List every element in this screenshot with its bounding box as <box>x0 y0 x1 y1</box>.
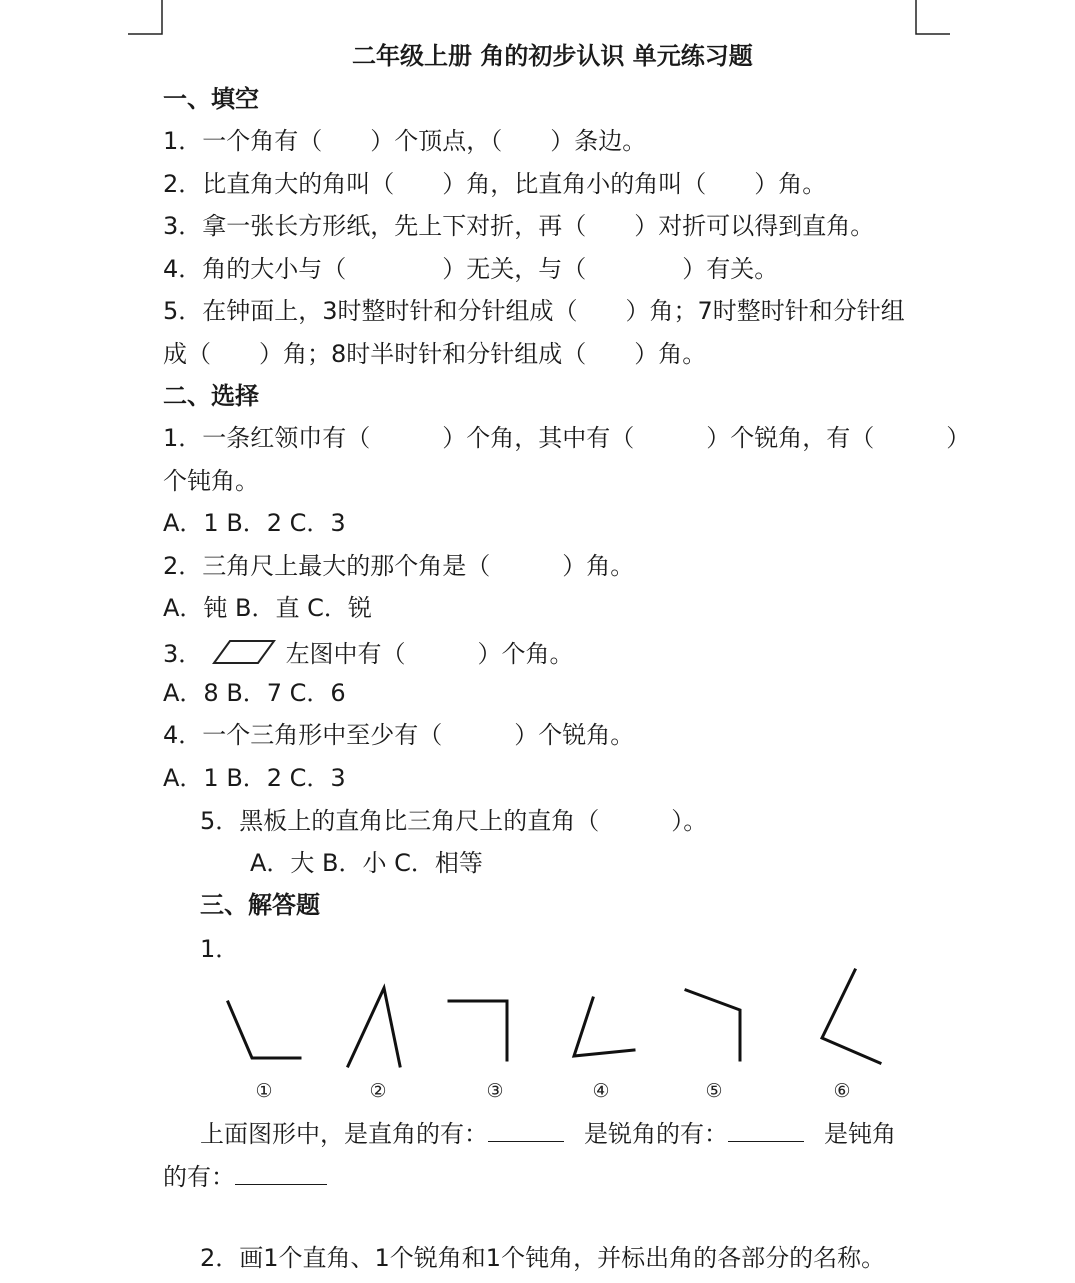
acute-angle-blank[interactable] <box>728 1117 804 1142</box>
choice-q2-options: A．钝 B．直 C．锐 <box>163 594 372 622</box>
obtuse-angle-prompt-cont: 的有： <box>163 1163 235 1191</box>
angle-figure-3 <box>449 1001 507 1060</box>
choice-q1-line1: 1．一条红领巾有（ ）个角，其中有（ ）个锐角，有（ ） <box>163 424 971 452</box>
section1-heading: 一、填空 <box>163 85 259 113</box>
fill-q1: 1．一个角有（ ）个顶点，（ ）条边。 <box>163 127 647 155</box>
angle-figure-1 <box>228 1002 300 1058</box>
angle-figure-2 <box>348 988 400 1066</box>
section3-heading: 三、解答题 <box>200 891 320 919</box>
parallelogram-figure <box>210 638 276 666</box>
right-angle-prompt: 上面图形中，是直角的有： <box>200 1120 488 1148</box>
angle-label-1: ① <box>255 1080 273 1102</box>
choice-q4-options: A．1 B．2 C．3 <box>163 764 346 792</box>
page-title: 二年级上册 角的初步认识 单元练习题 <box>352 42 753 70</box>
choice-q3-prefix: 3． <box>163 640 203 668</box>
fill-q3: 3．拿一张长方形纸，先上下对折，再（ ）对折可以得到直角。 <box>163 212 875 240</box>
answer-q1-line1 <box>200 1117 896 1149</box>
angle-figure-6 <box>822 970 880 1063</box>
obtuse-angle-prompt: 是钝角 <box>824 1120 896 1148</box>
fill-q5-line2: 成（ ）角；8时半时针和分针组成（ ）角。 <box>163 340 707 368</box>
right-angle-blank[interactable] <box>488 1117 564 1142</box>
choice-q4: 4．一个三角形中至少有（ ）个锐角。 <box>163 721 635 749</box>
fill-q4: 4．角的大小与（ ）无关，与（ ）有关。 <box>163 255 779 283</box>
angle-label-6: ⑥ <box>833 1080 851 1102</box>
obtuse-angle-blank[interactable] <box>235 1160 327 1185</box>
corner-mark-right <box>914 0 954 40</box>
angle-figures <box>200 960 900 1110</box>
fill-q2: 2．比直角大的角叫（ ）角，比直角小的角叫（ ）角。 <box>163 170 827 198</box>
angle-figure-4 <box>574 998 634 1056</box>
answer-q1-number: 1． <box>200 935 240 963</box>
angle-label-2: ② <box>369 1080 387 1102</box>
angle-figure-5 <box>686 990 740 1060</box>
acute-angle-prompt: 是锐角的有： <box>584 1120 728 1148</box>
choice-q3-options: A．8 B．7 C．6 <box>163 679 346 707</box>
answer-q1-line2 <box>163 1160 327 1192</box>
choice-q1-options: A．1 B．2 C．3 <box>163 509 346 537</box>
choice-q5: 5．黑板上的直角比三角尺上的直角（ ）。 <box>200 807 708 835</box>
angle-label-3: ③ <box>486 1080 504 1102</box>
choice-q1-line2: 个钝角。 <box>163 467 259 495</box>
answer-q2: 2．画1个直角、1个锐角和1个钝角，并标出角的各部分的名称。 <box>200 1244 886 1272</box>
angle-label-5: ⑤ <box>705 1080 723 1102</box>
choice-q2: 2．三角尺上最大的那个角是（ ）角。 <box>163 552 635 580</box>
angle-label-4: ④ <box>592 1080 610 1102</box>
choice-q5-options: A．大 B．小 C．相等 <box>250 849 483 877</box>
corner-mark-left <box>128 0 168 40</box>
choice-q3 <box>163 638 574 669</box>
fill-q5-line1: 5．在钟面上，3时整时针和分针组成（ ）角；7时整时针和分针组 <box>163 297 905 325</box>
choice-q3-text: 左图中有（ ）个角。 <box>285 640 574 668</box>
section2-heading: 二、选择 <box>163 382 259 410</box>
